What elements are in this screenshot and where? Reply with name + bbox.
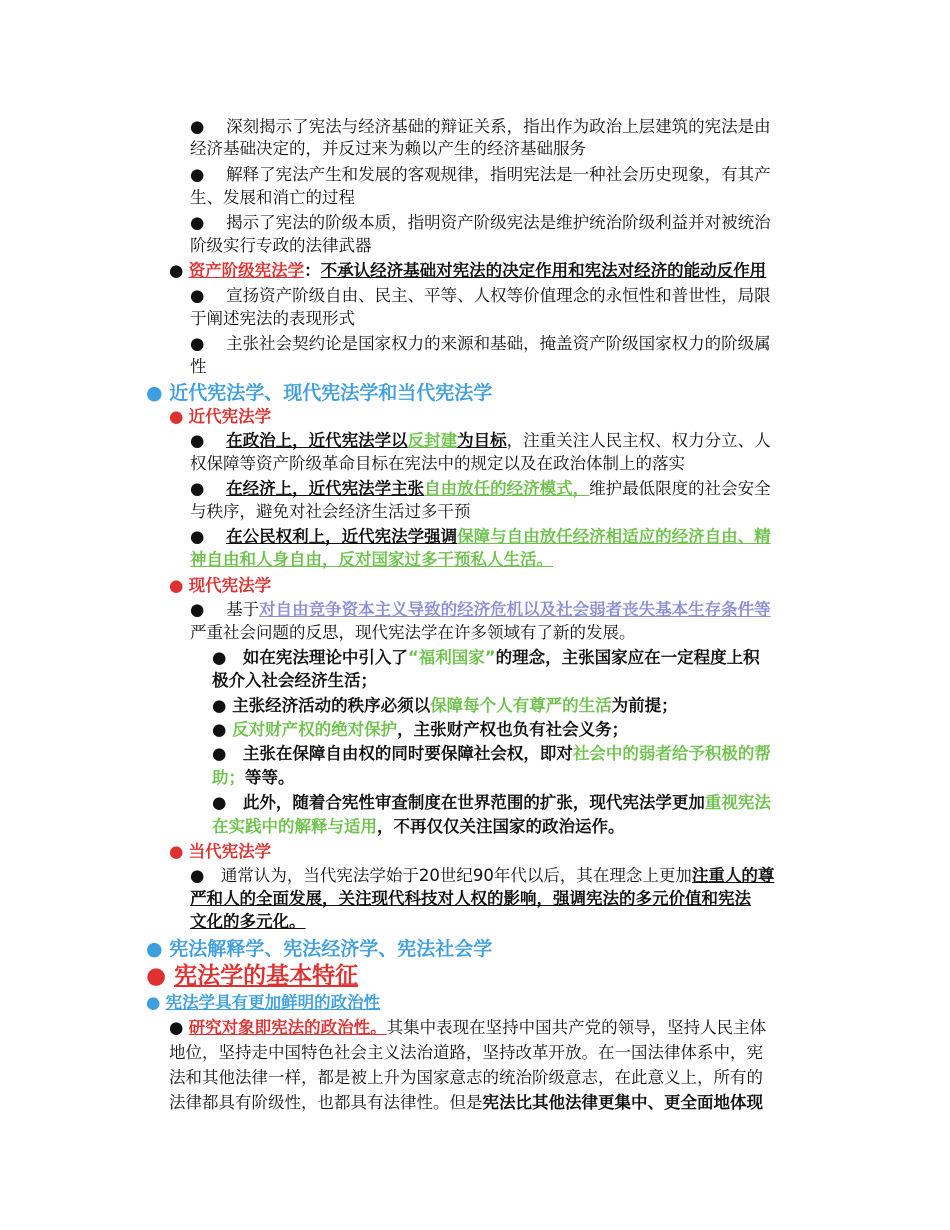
highlight-text: 反对财产权的绝对保护 (232, 720, 398, 739)
bullet-icon: ● (212, 648, 227, 667)
list-item-text: ● 通常认为，当代宪法学始于20世纪90年代以后，其在理念上更加 (190, 866, 692, 885)
list-item-continuation (190, 549, 553, 571)
highlight-text: 保障与自由放任经济相适应的经济自由、精 (457, 527, 771, 546)
bourgeois-title: 资产阶级宪法学 (188, 261, 305, 280)
list-item-text: 等等。 (245, 768, 295, 787)
bullet-icon: ● (190, 527, 205, 546)
highlight-text: 社会中的弱者给予积极的帮 (572, 744, 771, 763)
list-item (190, 526, 771, 548)
list-item-text: 生、发展和消亡的过程 (190, 188, 355, 207)
list-item-continuation (190, 138, 586, 160)
list-item (212, 743, 771, 765)
paragraph-line (169, 1042, 763, 1064)
emphasis-text: 严和人的全面发展，关注现代科技对人权的影响，强调宪法的多元价值和宪法 (190, 889, 751, 908)
list-item-text: 极介入社会经济生活； (212, 671, 377, 690)
subheading-text: 宪法学具有更加鲜明的政治性 (165, 993, 381, 1012)
list-item (212, 792, 771, 814)
list-item-continuation (190, 911, 306, 933)
subheading-text: 现代宪法学 (188, 576, 272, 595)
list-item-text: ● 主张经济活动的秩序必须以 (212, 696, 431, 715)
list-item-continuation (212, 767, 295, 789)
bullet-icon: ● (169, 842, 184, 861)
bullet-icon: ● (146, 938, 163, 960)
list-item-text: 主张在保障自由权的同时要保障社会权，即对 (242, 744, 573, 763)
paragraph-line (169, 1092, 763, 1114)
emphasis-text: 文化的多元化。 (190, 912, 306, 931)
emphasis-text: 在公民权利上，近代宪法学强调 (226, 527, 458, 546)
list-item-text: 为前提； (611, 696, 678, 715)
bourgeois-heading (169, 260, 766, 282)
list-item-text: 严重社会问题的反思，现代宪法学在许多领域有了新的发展。 (190, 623, 636, 642)
bullet-icon: ● (169, 576, 184, 595)
list-item-text: 权保障等资产阶级革命目标在宪法中的规定以及在政治体制上的落实 (190, 454, 685, 473)
section-heading-interpretation (146, 936, 492, 962)
list-item-continuation (212, 816, 625, 838)
subheading-xiandai (169, 575, 271, 597)
list-item-text: ● 深刻揭示了宪法与经济基础的辩证关系，指出作为政治上层建筑的宪法是由 (190, 117, 771, 136)
highlight-text: “福利国家” (407, 648, 496, 667)
list-item-continuation (190, 453, 685, 475)
list-item (190, 865, 774, 887)
highlight-text: 神自由和人身自由，反对国家过多干预私人生活。 (190, 550, 553, 569)
heading-text: 宪法学的基本特征 (174, 963, 359, 989)
list-item-text: 此外，随着合宪性审查制度在世界范围的扩张，现代宪法学更加 (242, 793, 705, 812)
section-heading-basic-features (146, 961, 358, 991)
bullet-icon: ● (146, 963, 167, 989)
emphasis-text: 在经济上，近代宪法学主张 (226, 479, 425, 498)
subheading-text: 当代宪法学 (188, 842, 272, 861)
highlight-text: 重视宪法 (704, 793, 771, 812)
list-item-text: ● 解释了宪法产生和发展的客观规律，指明宪法是一种社会历史现象，有其产 (190, 165, 771, 184)
bullet-icon: ● (212, 793, 227, 812)
list-item-continuation (190, 187, 355, 209)
list-item-text: 维护最低限度的社会安全 (589, 479, 771, 498)
list-item-text: 于阐述宪法的表现形式 (190, 309, 355, 328)
bullet-icon: ● (212, 744, 227, 763)
list-item-continuation (190, 501, 471, 523)
list-item (190, 599, 771, 621)
list-item-continuation (190, 356, 207, 378)
emphasis-text: 在政治上，近代宪法学以 (226, 431, 408, 450)
list-item-text: 性 (190, 357, 207, 376)
bullet-icon: ● (146, 993, 161, 1012)
section-heading-modern (146, 380, 492, 406)
list-item-text: 阶级实行专政的法律武器 (190, 236, 372, 255)
subheading-political (146, 992, 380, 1014)
list-item (212, 695, 678, 717)
list-item (190, 333, 771, 355)
highlight-text: 对自由竞争资本主义导致的经济危机以及社会弱者丧失基本生存条件等 (259, 600, 771, 619)
bullet-icon: ● (169, 261, 184, 280)
bullet-icon: ● (190, 600, 205, 619)
bullet-icon: ● (190, 479, 205, 498)
list-item (212, 647, 760, 669)
list-item-text: ● (212, 720, 233, 739)
colon: ： (304, 261, 321, 280)
list-item (190, 430, 771, 452)
highlight-text: 研究对象即宪法的政治性。 (188, 1018, 387, 1037)
list-item-text: ，注重关注人民主权、权力分立、人 (506, 431, 771, 450)
list-item-text: 经济基础决定的，并反过来为赖以产生的经济基础服务 (190, 139, 586, 158)
list-item-text: 如在宪法理论中引入了 (242, 648, 408, 667)
list-item-continuation (212, 670, 377, 692)
list-item-text: ● 揭示了宪法的阶级本质，指明资产阶级宪法是维护统治阶级利益并对被统治 (190, 213, 771, 232)
paragraph-text: 法律都具有阶级性，也都具有法律性。但是 (169, 1093, 483, 1112)
paragraph-line (169, 1017, 766, 1039)
paragraph-text: 其集中表现在坚持中国共产党的领导，坚持人民主体 (386, 1018, 767, 1037)
bourgeois-claim: 不承认经济基础对宪法的决定作用和宪法对经济的能动反作用 (320, 261, 767, 280)
list-item-text: ，主张财产权也负有社会义务； (397, 720, 629, 739)
list-item-text: ● 宣扬资产阶级自由、民主、平等、人权等价值理念的永恒性和普世性，局限 (190, 286, 771, 305)
list-item (190, 212, 771, 234)
list-item-continuation (190, 888, 751, 910)
highlight-text: 反封建 (407, 431, 458, 450)
bullet-icon: ● (169, 407, 184, 426)
heading-text: 宪法解释学、宪法经济学、宪法社会学 (169, 938, 493, 960)
highlight-text: 助； (212, 768, 245, 787)
list-item-text: 的理念，主张国家应在一定程度上积 (495, 648, 760, 667)
list-item-continuation (190, 235, 372, 257)
subheading-text: 近代宪法学 (188, 407, 272, 426)
list-item-text: ，不再仅仅关注国家的政治运作。 (377, 817, 625, 836)
paragraph-text: 法和其他法律一样，都是被上升为国家意志的统治阶级意志，在此意义上，所有的 (169, 1068, 763, 1087)
list-item (212, 719, 628, 741)
highlight-text: 在实践中的解释与适用 (212, 817, 377, 836)
paragraph-text: 地位，坚持走中国特色社会主义法治道路，坚持改革开放。在一国法律体系中，宪 (169, 1043, 763, 1062)
highlight-text: 保障每个人有尊严的生活 (430, 696, 612, 715)
list-item-text: ● 主张社会契约论是国家权力的来源和基础，掩盖资产阶级国家权力的阶级属 (190, 334, 771, 353)
list-item-continuation (190, 308, 355, 330)
list-item-text: 与秩序，避免对社会经济生活过多干预 (190, 502, 471, 521)
list-item (190, 116, 771, 138)
list-item-text: 基于 (226, 600, 260, 619)
list-item (190, 478, 771, 500)
heading-text: 近代宪法学、现代宪法学和当代宪法学 (169, 382, 493, 404)
subheading-dangdai (169, 841, 271, 863)
subheading-jindai (169, 406, 271, 428)
list-item (190, 164, 771, 186)
paragraph-line (169, 1067, 763, 1089)
list-item (190, 285, 771, 307)
bullet-icon: ● (169, 1018, 184, 1037)
bullet-icon: ● (146, 382, 163, 404)
emphasis-text: 宪法比其他法律更集中、更全面地体现 (482, 1093, 763, 1112)
list-item-continuation (190, 622, 636, 644)
emphasis-text: 注重人的尊 (691, 866, 775, 885)
emphasis-text: 为目标 (457, 431, 507, 450)
bullet-icon: ● (190, 431, 205, 450)
highlight-text: 自由放任的经济模式， (424, 479, 590, 498)
